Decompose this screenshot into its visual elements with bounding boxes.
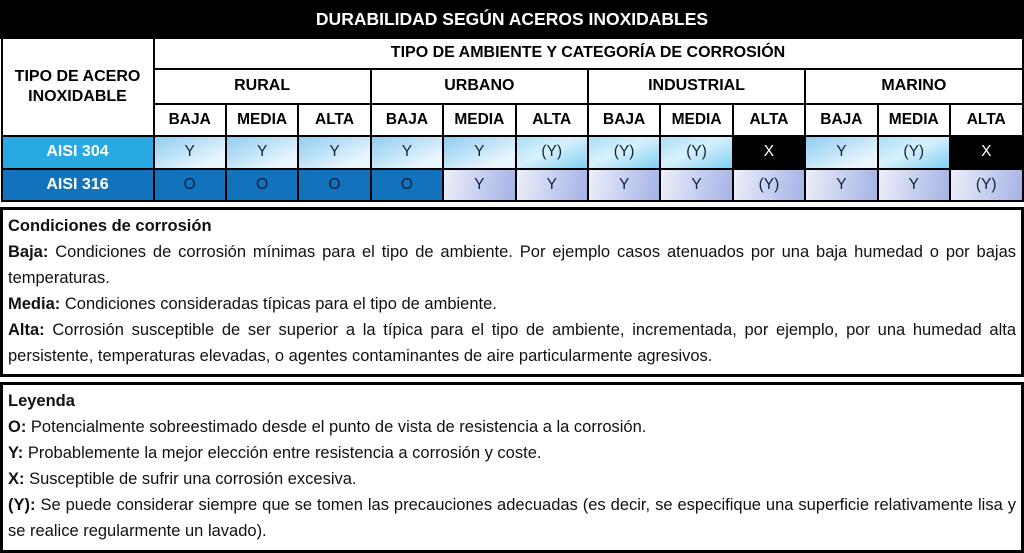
durability-table	[0, 0, 1024, 202]
level-header-industrial-media: MEDIA	[660, 104, 732, 136]
cell-aisi-304-industrial-alta: X	[733, 136, 805, 169]
level-header-industrial-alta: ALTA	[733, 104, 805, 136]
corner-header: TIPO DE ACERO INOXIDABLE	[2, 38, 154, 136]
row-label-aisi-304: AISI 304	[2, 136, 154, 169]
legend-item-2: X: Susceptible de sufrir una corrosión excesiva.	[8, 469, 357, 488]
cell-aisi-304-rural-media: Y	[226, 136, 298, 169]
cell-aisi-316-industrial-media: Y	[660, 169, 732, 201]
cell-aisi-304-marino-alta: X	[950, 136, 1023, 169]
env-header-urbano: URBANO	[371, 69, 588, 104]
level-header-marino-media: MEDIA	[878, 104, 950, 136]
env-header-industrial: INDUSTRIAL	[588, 69, 805, 104]
condition-item-2: Alta: Corrosión susceptible de ser superior a la típica para el tipo de ambiente, incrementada, por ejemplo, por una humedad alta persistente, temperaturas elevadas, o agentes contaminantes de aire particularmente agresivos.	[8, 320, 1016, 365]
condition-item-1: Media: Condiciones consideradas típicas para el tipo de ambiente.	[8, 294, 497, 313]
cell-aisi-316-marino-baja: Y	[805, 169, 877, 201]
cell-aisi-304-marino-media: (Y)	[878, 136, 950, 169]
cell-aisi-316-industrial-baja: Y	[588, 169, 660, 201]
cell-aisi-304-marino-baja: Y	[805, 136, 877, 169]
cell-aisi-316-urbano-alta: Y	[516, 169, 588, 201]
cell-aisi-304-urbano-baja: Y	[371, 136, 443, 169]
cell-aisi-316-urbano-media: Y	[443, 169, 515, 201]
conditions-title: Condiciones de corrosión	[8, 216, 212, 235]
page-title: DURABILIDAD SEGÚN ACEROS INOXIDABLES	[2, 2, 1023, 38]
legend-box	[0, 382, 1024, 553]
legend-item-3: (Y): Se puede considerar siempre que se tomen las precauciones adecuadas (es decir, se especifique una superficie relativamente lisa y se realice regularmente un lavado).	[8, 495, 1016, 540]
cell-aisi-304-rural-baja: Y	[154, 136, 226, 169]
level-header-rural-baja: BAJA	[154, 104, 226, 136]
conditions-box	[0, 207, 1024, 377]
table-row-aisi-304	[2, 136, 1023, 169]
cell-aisi-316-marino-media: Y	[878, 169, 950, 201]
cell-aisi-316-industrial-alta: (Y)	[733, 169, 805, 201]
level-header-marino-baja: BAJA	[805, 104, 877, 136]
cell-aisi-304-industrial-baja: (Y)	[588, 136, 660, 169]
cell-aisi-304-rural-alta: Y	[298, 136, 370, 169]
ambiente-header: TIPO DE AMBIENTE Y CATEGORÍA DE CORROSIÓN	[154, 38, 1023, 69]
table-row-aisi-316	[2, 169, 1023, 201]
cell-aisi-316-rural-baja: O	[154, 169, 226, 201]
table-title-row	[2, 2, 1023, 38]
cell-aisi-316-rural-alta: O	[298, 169, 370, 201]
cell-aisi-304-industrial-media: (Y)	[660, 136, 732, 169]
cell-aisi-316-rural-media: O	[226, 169, 298, 201]
row-label-aisi-316: AISI 316	[2, 169, 154, 201]
level-header-urbano-baja: BAJA	[371, 104, 443, 136]
level-header-rural-alta: ALTA	[298, 104, 370, 136]
legend-item-1: Y: Probablemente la mejor elección entre resistencia a corrosión y coste.	[8, 443, 542, 462]
env-header-rural: RURAL	[154, 69, 371, 104]
cell-aisi-316-urbano-baja: O	[371, 169, 443, 201]
legend-item-0: O: Potencialmente sobreestimado desde el punto de vista de resistencia a la corrosión.	[8, 417, 647, 436]
ambiente-header-row	[2, 38, 1023, 69]
legend-title: Leyenda	[8, 391, 75, 410]
cell-aisi-304-urbano-alta: (Y)	[516, 136, 588, 169]
level-header-industrial-baja: BAJA	[588, 104, 660, 136]
level-header-urbano-media: MEDIA	[443, 104, 515, 136]
env-header-marino: MARINO	[805, 69, 1022, 104]
level-header-rural-media: MEDIA	[226, 104, 298, 136]
level-header-urbano-alta: ALTA	[516, 104, 588, 136]
environment-header-row	[2, 69, 1023, 104]
cell-aisi-316-marino-alta: (Y)	[950, 169, 1023, 201]
condition-item-0: Baja: Condiciones de corrosión mínimas para el tipo de ambiente. Por ejemplo casos atenuados por una baja humedad o por bajas temperaturas.	[8, 242, 1016, 287]
level-header-marino-alta: ALTA	[950, 104, 1023, 136]
cell-aisi-304-urbano-media: Y	[443, 136, 515, 169]
level-header-row	[2, 104, 1023, 136]
